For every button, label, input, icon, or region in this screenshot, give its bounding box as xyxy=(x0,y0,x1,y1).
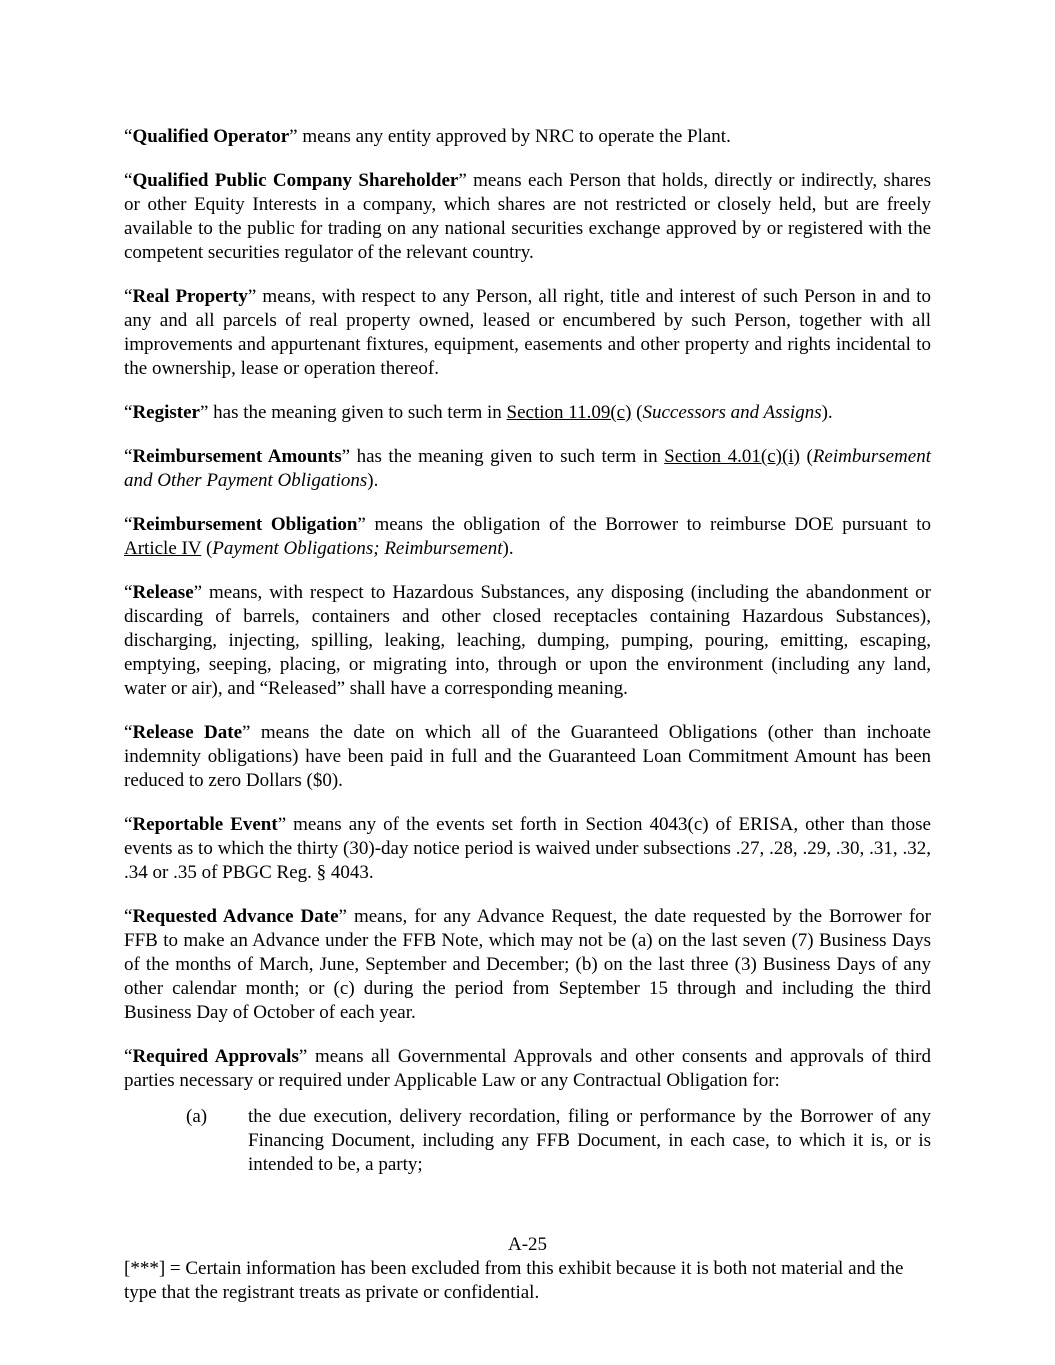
section-reference: Section 11.09(c) xyxy=(506,402,632,423)
defined-term: Real Property xyxy=(132,286,248,307)
definition-release: “Release” means, with respect to Hazardous Substances, any disposing (including the abandonment or discarding of barrels, containers and other closed receptacles containing Hazardous Substances), discharging, injecting, spilling, leaking, leaching, dumping, pumping, pouring, emitting, escaping, emptying, seeping, placing, or migrating into, through or upon the environment (including any land, water or air), and “Released” shall have a corresponding meaning. xyxy=(124,582,931,699)
definition-reimbursement-amounts: “Reimbursement Amounts” has the meaning given to such term in Section 4.01(c)(i) (Reimbursement and Other Payment Obligations). xyxy=(124,446,931,491)
sub-item-a xyxy=(124,1105,931,1177)
sub-item-text: the due execution, delivery recordation, filing or performance by the Borrower of any Financing Document, including any FFB Document, in each case, to which it is, or is intended to be, a party; xyxy=(248,1106,931,1175)
confidentiality-note: [***] = Certain information has been excluded from this exhibit because it is both not material and the type that the registrant treats as private or confidential. xyxy=(124,1258,904,1303)
defined-term: Reportable Event xyxy=(132,814,278,835)
definition-requested-advance-date: “Requested Advance Date” means, for any Advance Request, the date requested by the Borrower for FFB to make an Advance under the FFB Note, which may not be (a) on the last seven (7) Business Days of the months of March, June, September and December; (b) on the last three (3) Business Days of any other calendar month; or (c) during the period from September 15 through and including the third Business Day of October of each year. xyxy=(124,906,931,1023)
defined-term: Register xyxy=(132,402,200,423)
defined-term: Qualified Operator xyxy=(132,126,290,147)
definition-required-approvals: “Required Approvals” means all Governmental Approvals and other consents and approvals of third parties necessary or required under Applicable Law or any Contractual Obligation for: xyxy=(124,1046,931,1091)
section-reference: Section 4.01(c)(i) xyxy=(664,446,800,467)
definition-reportable-event: “Reportable Event” means any of the events set forth in Section 4043(c) of ERISA, other than those events as to which the thirty (30)-day notice period is waived under subsections .27, .28, .29, .30, .31, .32, .34 or .35 of PBGC Reg. § 4043. xyxy=(124,814,931,883)
definitions-list xyxy=(124,125,931,1177)
page-number: A-25 xyxy=(507,1234,548,1255)
definition-real-property: “Real Property” means, with respect to any Person, all right, title and interest of such Person in and to any and all parcels of real property owned, leased or encumbered by such Person, together with all improvements and appurtenant fixtures, equipment, easements and other property and rights incidental to the ownership, lease or operation thereof. xyxy=(124,286,932,379)
sub-item-number: (a) xyxy=(186,1106,208,1127)
defined-term: Reimbursement Amounts xyxy=(132,446,342,467)
definition-qualified-public-company-shareholder: “Qualified Public Company Shareholder” means each Person that holds, directly or indirectly, shares or other Equity Interests in a company, which shares are not restricted or closely held, but are freely available to the public for trading on any national securities exchange approved by or registered with the competent securities regulator of the relevant country. xyxy=(124,170,931,263)
page-footer xyxy=(124,1233,931,1305)
defined-term: Qualified Public Company Shareholder xyxy=(132,170,459,191)
article-reference: Article IV xyxy=(124,538,202,559)
defined-term: Release Date xyxy=(132,722,242,743)
definition-register: “Register” has the meaning given to such term in Section 11.09(c) (Successors and Assigns). xyxy=(124,402,833,423)
defined-term: Required Approvals xyxy=(132,1046,299,1067)
defined-term: Release xyxy=(132,582,194,603)
definition-qualified-operator: “Qualified Operator” means any entity approved by NRC to operate the Plant. xyxy=(124,126,731,147)
defined-term: Reimbursement Obligation xyxy=(132,514,358,535)
definition-release-date: “Release Date” means the date on which all of the Guaranteed Obligations (other than inchoate indemnity obligations) have been paid in full and the Guaranteed Loan Commitment Amount has been reduced to zero Dollars ($0). xyxy=(124,722,931,791)
defined-term: Requested Advance Date xyxy=(132,906,339,927)
definition-reimbursement-obligation: “Reimbursement Obligation” means the obligation of the Borrower to reimburse DOE pursuant to Article IV (Payment Obligations; Reimbursement). xyxy=(124,514,931,559)
